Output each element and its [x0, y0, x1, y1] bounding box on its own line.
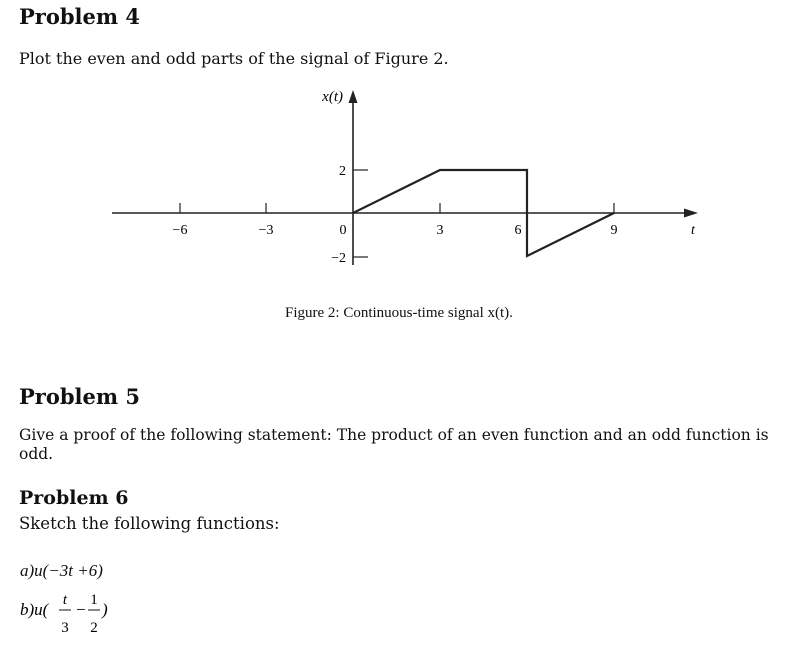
fraction-2-denominator: 2 — [90, 620, 98, 636]
problem-4-title: Problem 4 — [19, 4, 141, 29]
x-tick-label-neg6: −6 — [172, 223, 188, 238]
x-axis-label: t — [691, 223, 695, 238]
y-tick-label-2: 2 — [339, 164, 346, 179]
fraction-2-numerator: 1 — [90, 592, 98, 608]
x-tick-label-9: 9 — [610, 223, 618, 238]
xt-axis-arrow — [349, 90, 358, 103]
problem-6-text: Sketch the following functions: — [19, 514, 280, 533]
x-tick-label-neg3: −3 — [258, 223, 274, 238]
function-a: a)u(−3t +6) — [20, 561, 103, 580]
problem-5-text-line-1: Give a proof of the following statement: The product of an even function and an odd function is — [19, 426, 769, 444]
minus-sign: − — [76, 600, 86, 619]
figure-caption: Figure 2: Continuous-time signal x(t). — [285, 305, 513, 321]
t-axis-arrow — [684, 209, 698, 218]
function-b-suffix: ) — [102, 600, 108, 619]
y-tick-label-neg2: −2 — [331, 251, 346, 266]
signal-figure — [0, 80, 812, 300]
problem-4-text: Plot the even and odd parts of the signal of Figure 2. — [19, 49, 449, 68]
function-b — [18, 588, 128, 638]
x-tick-label-3: 3 — [436, 223, 444, 238]
x-tick-label-0: 0 — [339, 223, 347, 238]
fraction-1-numerator: t — [62, 592, 68, 608]
problem-6-title: Problem 6 — [19, 487, 129, 509]
problem-5-title: Problem 5 — [19, 384, 141, 409]
function-b-prefix: b)u( — [20, 600, 49, 619]
problem-5-text-line-2: odd. — [19, 445, 54, 463]
x-tick-label-6: 6 — [514, 223, 522, 238]
fraction-1-denominator: 3 — [61, 620, 69, 636]
y-axis-label: x(t) — [322, 89, 343, 105]
